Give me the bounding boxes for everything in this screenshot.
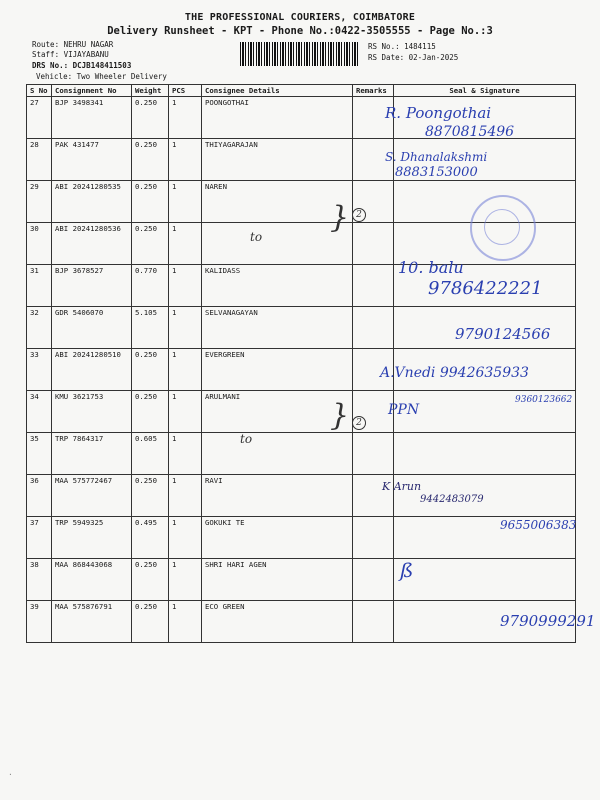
row-consignment: ABI 20241280510	[52, 349, 132, 391]
circled-two: 2	[352, 416, 366, 430]
rs-date: RS Date: 02-Jan-2025	[368, 53, 459, 62]
row-consignee: SELVANAGAYAN	[202, 307, 353, 349]
row-consignee: NAREN	[202, 181, 353, 223]
phone-32: 9790124566	[455, 325, 551, 343]
row-consignee: POONGOTHAI	[202, 97, 353, 139]
phone-28: 8883153000	[395, 165, 478, 180]
row-pcs: 1	[169, 475, 202, 517]
phone-36: 9442483079	[420, 494, 484, 505]
row-weight: 0.250	[132, 139, 169, 181]
row-weight: 0.250	[132, 601, 169, 643]
row-pcs: 1	[169, 433, 202, 475]
row-pcs: 1	[169, 307, 202, 349]
rs-number: RS No.: 1484115	[368, 42, 436, 51]
row-sno: 35	[27, 433, 52, 475]
row-pcs: 1	[169, 265, 202, 307]
phone-34: 9360123662	[515, 395, 573, 405]
col-consignee: Consignee Details	[202, 85, 353, 97]
row-consignee: SHRI HARI AGEN	[202, 559, 353, 601]
table-row	[27, 517, 576, 559]
row-consignment: TRP 5949325	[52, 517, 132, 559]
row-consignment: BJP 3678527	[52, 265, 132, 307]
row-consignment: KMU 3621753	[52, 391, 132, 433]
row-pcs: 1	[169, 97, 202, 139]
phone-37: 9655006383	[500, 518, 577, 532]
signature-27: R. Poongothai	[385, 104, 492, 122]
ditto-mark-35: to	[240, 432, 253, 446]
phone-31: 9786422221	[428, 278, 543, 299]
signature-38: ß	[400, 558, 414, 582]
row-sno: 32	[27, 307, 52, 349]
brace-icon: }	[330, 398, 350, 433]
row-consignee: EVERGREEN	[202, 349, 353, 391]
row-consignee: GOKUKI TE	[202, 517, 353, 559]
ditto-mark-30: to	[250, 230, 263, 244]
company-title: THE PROFESSIONAL COURIERS, COIMBATORE	[184, 12, 416, 23]
table-row	[27, 475, 576, 517]
row-weight: 0.495	[132, 517, 169, 559]
row-remarks	[353, 601, 394, 643]
row-remarks	[353, 223, 394, 265]
table-row	[27, 391, 576, 433]
row-sno: 28	[27, 139, 52, 181]
row-consignee: RAVI	[202, 475, 353, 517]
table-row	[27, 601, 576, 643]
row-consignee: KALIDASS	[202, 265, 353, 307]
row-sno: 37	[27, 517, 52, 559]
row-weight: 0.250	[132, 559, 169, 601]
row-weight: 0.250	[132, 223, 169, 265]
row-consignment: GDR 5406070	[52, 307, 132, 349]
col-weight: Weight	[132, 85, 169, 97]
signature-31: 10. balu	[398, 258, 464, 277]
row-sno: 27	[27, 97, 52, 139]
row-pcs: 1	[169, 601, 202, 643]
row-sno: 33	[27, 349, 52, 391]
row-weight: 0.250	[132, 475, 169, 517]
row-pcs: 1	[169, 349, 202, 391]
signature-33: A.Vnedi 9942635933	[380, 365, 529, 381]
row-remarks	[353, 307, 394, 349]
row-consignment: BJP 3498341	[52, 97, 132, 139]
row-pcs: 1	[169, 391, 202, 433]
signature-34: PPN	[388, 402, 420, 418]
row-consignment: TRP 7864317	[52, 433, 132, 475]
col-remarks: Remarks	[353, 85, 394, 97]
table-row	[27, 433, 576, 475]
runsheet-subtitle: Delivery Runsheet - KPT - Phone No.:0422-3505555 - Page No.:3	[107, 25, 493, 37]
row-sno: 34	[27, 391, 52, 433]
row-consignment: MAA 868443068	[52, 559, 132, 601]
row-sno: 38	[27, 559, 52, 601]
row-consignee: ECO GREEN	[202, 601, 353, 643]
row-remarks	[353, 433, 394, 475]
row-sno: 36	[27, 475, 52, 517]
drs-label: DRS No.: DCJB148411503	[32, 61, 132, 70]
signature-28: S. Dhanalakshmi	[385, 150, 488, 164]
row-consignee: THIYAGARAJAN	[202, 139, 353, 181]
row-consignment: PAK 431477	[52, 139, 132, 181]
row-weight: 0.250	[132, 349, 169, 391]
signature-36: K Arun	[382, 480, 422, 493]
row-remarks	[353, 517, 394, 559]
route-label: Route: NEHRU NAGAR	[32, 40, 114, 49]
row-pcs: 1	[169, 223, 202, 265]
row-weight: 0.250	[132, 181, 169, 223]
row-weight: 0.250	[132, 97, 169, 139]
table-row	[27, 139, 576, 181]
col-sno: S No	[27, 85, 52, 97]
row-consignee: ARULMANI	[202, 391, 353, 433]
row-sno: 30	[27, 223, 52, 265]
phone-39: 9790999291	[500, 612, 596, 630]
row-remarks	[353, 559, 394, 601]
phone-27: 8870815496	[425, 124, 515, 140]
row-weight: 0.250	[132, 391, 169, 433]
row-pcs: 1	[169, 139, 202, 181]
row-sno: 29	[27, 181, 52, 223]
vehicle-label: Vehicle: Two Wheeler Delivery	[36, 72, 167, 81]
row-consignment: ABI 20241280536	[52, 223, 132, 265]
table-row	[27, 559, 576, 601]
page-edge-mark: ·	[8, 770, 13, 779]
row-consignment: ABI 20241280535	[52, 181, 132, 223]
row-weight: 0.605	[132, 433, 169, 475]
row-remarks	[353, 265, 394, 307]
row-consignment: MAA 575772467	[52, 475, 132, 517]
seal-stamp	[470, 195, 536, 261]
row-weight: 5.105	[132, 307, 169, 349]
runsheet-table	[26, 84, 576, 643]
col-pcs: PCS	[169, 85, 202, 97]
row-signature	[394, 559, 576, 601]
row-signature	[394, 433, 576, 475]
row-consignment: MAA 575876791	[52, 601, 132, 643]
row-pcs: 1	[169, 517, 202, 559]
circled-two: 2	[352, 208, 366, 222]
col-signature: Seal & Signature	[394, 85, 576, 97]
row-consignee	[202, 433, 353, 475]
barcode	[240, 42, 360, 66]
staff-label: Staff: VIJAYABANU	[32, 50, 109, 59]
table-header-row	[27, 85, 576, 97]
brace-icon: }	[330, 200, 350, 235]
row-pcs: 1	[169, 559, 202, 601]
row-weight: 0.770	[132, 265, 169, 307]
row-pcs: 1	[169, 181, 202, 223]
col-consignment: Consignment No	[52, 85, 132, 97]
row-sno: 31	[27, 265, 52, 307]
row-sno: 39	[27, 601, 52, 643]
